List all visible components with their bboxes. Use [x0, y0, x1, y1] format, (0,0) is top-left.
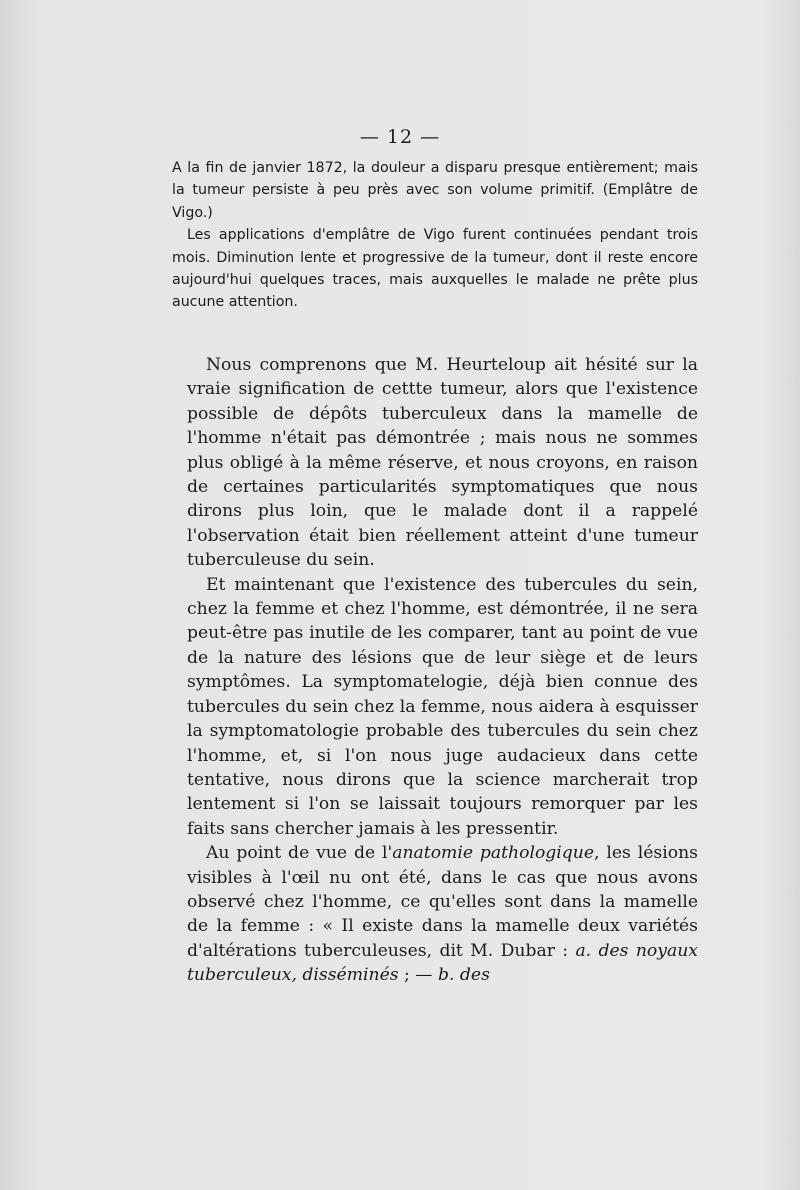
- case-note-paragraph-1: A la fin de janvier 1872, la douleur a disparu presque entièrement; mais la tumeur persiste à peu près avec son volume primitif. (Emplâtre de Vigo.): [172, 160, 698, 221]
- body-paragraph-3: [187, 841, 698, 987]
- case-note-block: [172, 157, 698, 314]
- noyaux-tuberculeux-term: a. des noyaux tuberculeux, disséminés: [187, 940, 698, 986]
- body-text: [187, 353, 698, 988]
- body-paragraph-2: Et maintenant que l'existence des tubercules du sein, chez la femme et chez l'homme, est démontrée, il ne sera peut-être pas inutile de les comparer, tant au point de vue de la nature des lésions que de leur siège et de leurs symptômes. La symptomatelogie, déjà bien connue des tubercules du sein chez la femme, nous aidera à esquisser la symptomatologie probable des tubercules du sein chez l'homme, et, si l'on nous juge audacieux dans cette tentative, nous dirons que la science marcherait trop lentement si l'on se laissait toujours remorquer par les faits sans chercher jamais à les pressentir.: [187, 574, 698, 839]
- page-number: — 12 —: [359, 126, 441, 148]
- case-note-paragraph-2: Les applications d'emplâtre de Vigo furent continuées pendant trois mois. Diminution lente et progressive de la tumeur, dont il reste encore aujourd'hui quelques traces, mais auxquelles le malade ne prête plus aucune attention.: [172, 227, 698, 311]
- body-paragraph-1: Nous comprenons que M. Heurteloup ait hésité sur la vraie signification de cettte tumeur, alors que l'existence possible de dépôts tuberculeux dans la mamelle de l'homme n'était pas démontrée ; mais nous ne sommes plus obligé à la même réserve, et nous croyons, en raison de certaines particularités symptomatiques que nous dirons plus loin, que le malade dont il a rappelé l'observation était bien réellement atteint d'une tumeur tuberculeuse du sein.: [187, 355, 698, 571]
- continued-term: b. des: [437, 965, 490, 986]
- body-paragraph-3-middle: , les lésions visibles à l'œil nu ont été, dans le cas que nous avons observé chez l'homme, ce qu'elles sont dans la mamelle de la femme : « Il existe dans la mamelle deux variétés d'altérations tuberculeuses, dit M. Dubar :: [187, 843, 698, 961]
- body-paragraph-3-start: Au point de vue de l': [206, 843, 393, 864]
- body-paragraph-3-dash: ; —: [398, 965, 438, 986]
- anatomie-pathologique-term: anatomie pathologique: [392, 843, 595, 864]
